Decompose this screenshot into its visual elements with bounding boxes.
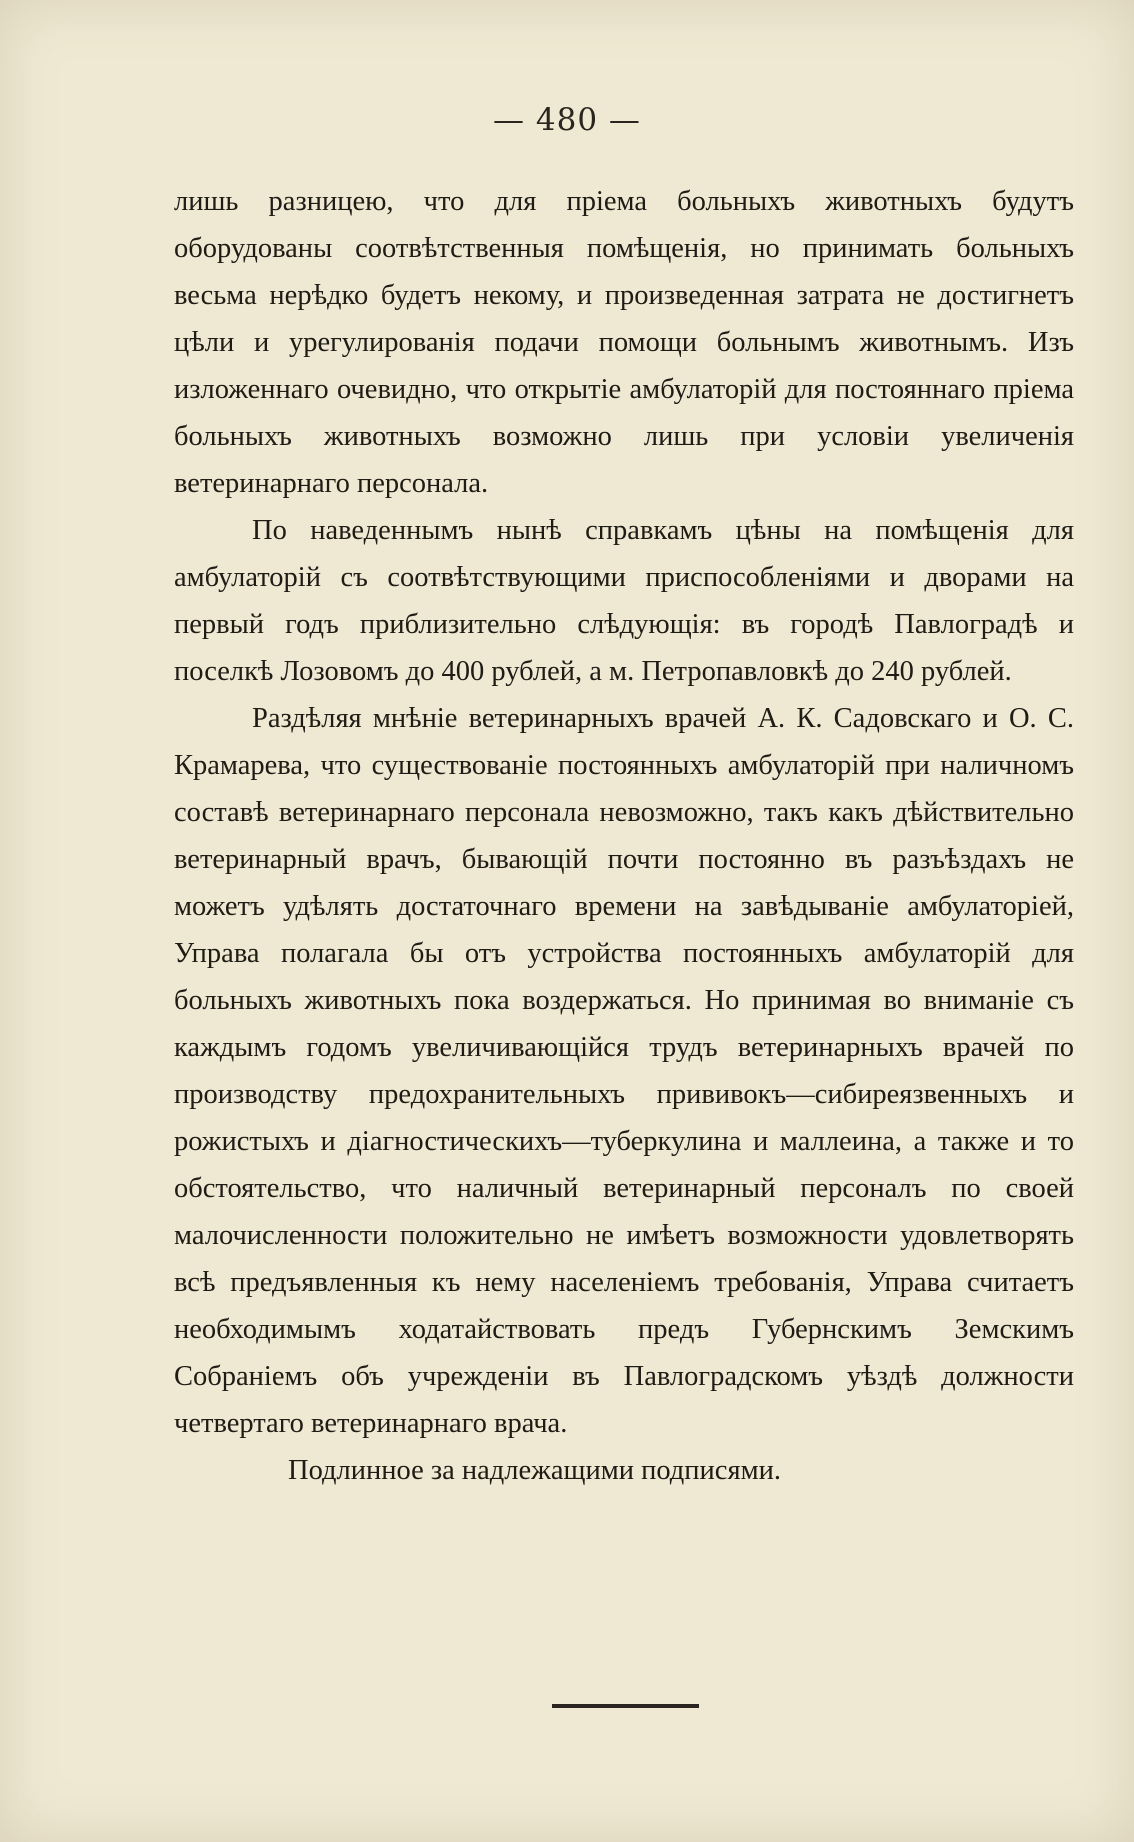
paragraph-2: По наведеннымъ нынѣ справкамъ цѣны на помѣщенія для амбулаторій съ соотвѣтствующими приспособленіями и дворами на первый годъ приблизительно слѣдующія: въ городѣ Павлоградѣ и поселкѣ Лозовомъ до 400 рублей, а м. Петропавловкѣ до 240 рублей. [174, 515, 1074, 687]
paragraph-1: лишь разницею, что для пріема больныхъ животныхъ будутъ оборудованы соотвѣтственныя помѣщенія, но принимать больныхъ весьма нерѣдко будетъ некому, и произведенная затрата не достигнетъ цѣли и урегулированія подачи помощи больнымъ животнымъ. Изъ изложеннаго очевидно, что открытіе амбулаторій для постояннаго пріема больныхъ животныхъ возможно лишь при условіи увеличенія ветеринарнаго персонала. [174, 186, 1074, 499]
paragraph-3: Раздѣляя мнѣніе ветеринарныхъ врачей А. К. Садовскаго и О. С. Крамарева, что существованіе постоянныхъ амбулаторій при наличномъ составѣ ветеринарнаго персонала невозможно, такъ какъ дѣйствительно ветеринарный врачъ, бывающій почти постоянно въ разъѣздахъ не можетъ удѣлять достаточнаго времени на завѣдываніе амбулаторіей, Управа полагала бы отъ устройства постоянныхъ амбулаторій для больныхъ животныхъ пока воздержаться. Но принимая во вниманіе съ каждымъ годомъ увеличивающійся трудъ ветеринарныхъ врачей по производству предохранительныхъ прививокъ—сибиреязвенныхъ и рожистыхъ и діагностическихъ—туберкулина и маллеина, а также и то обстоятельство, что наличный ветеринарный персоналъ по своей малочисленности положительно не имѣетъ возможности удовлетворять всѣ предъявленныя къ нему населеніемъ требованія, Управа считаетъ необходимымъ ходатайствовать предъ Губернскимъ Земскимъ Собраніемъ объ учрежденіи въ Павлоградскомъ уѣздѣ должности четвертаго ветеринарнаго врача. [174, 703, 1074, 1439]
page-number: — 480 — [493, 102, 641, 138]
signature-note: Подлинное за надлежащими подписями. [288, 1455, 781, 1486]
closing-rule [552, 1704, 699, 1708]
body-text [174, 178, 1074, 1494]
